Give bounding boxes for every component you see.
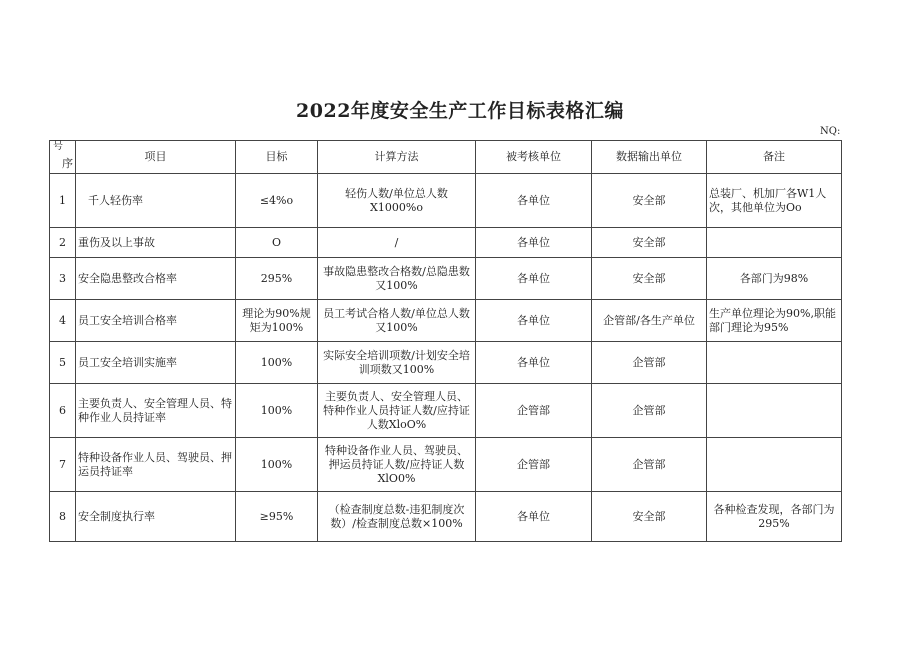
row-output: 企管部 — [592, 342, 707, 384]
table-row — [50, 342, 842, 384]
row-method: 员工考试合格人数/单位总人数又100% — [318, 300, 476, 342]
row-assessed: 各单位 — [476, 228, 592, 258]
row-assessed: 各单位 — [476, 492, 592, 542]
row-remark — [707, 384, 842, 438]
table-row — [50, 228, 842, 258]
table-row — [50, 258, 842, 300]
row-target: 295% — [236, 258, 318, 300]
row-no: 5 — [50, 342, 76, 384]
row-method: 实际安全培训项数/计划安全培训项数又100% — [318, 342, 476, 384]
header-item: 项目 — [76, 141, 236, 174]
row-output: 安全部 — [592, 228, 707, 258]
row-assessed: 企管部 — [476, 438, 592, 492]
row-output: 安全部 — [592, 492, 707, 542]
row-remark: 总装厂、机加厂各W1人次，其他单位为Oo — [707, 174, 842, 228]
row-target: O — [236, 228, 318, 258]
doc-number-label: NQ: — [820, 126, 841, 137]
row-method: 事故隐患整改合格数/总隐患数又100% — [318, 258, 476, 300]
header-method: 计算方法 — [318, 141, 476, 174]
header-row — [50, 141, 842, 174]
table-row — [50, 300, 842, 342]
row-item: 千人轻伤率 — [76, 174, 236, 228]
header-remark: 备注 — [707, 141, 842, 174]
row-no: 6 — [50, 384, 76, 438]
row-assessed: 企管部 — [476, 384, 592, 438]
row-assessed: 各单位 — [476, 174, 592, 228]
row-remark — [707, 342, 842, 384]
row-output: 企管部/各生产单位 — [592, 300, 707, 342]
row-remark — [707, 438, 842, 492]
row-item: 员工安全培训合格率 — [76, 300, 236, 342]
header-assessed: 被考核单位 — [476, 141, 592, 174]
row-item: 特种设备作业人员、驾驶员、押运员持证率 — [76, 438, 236, 492]
row-target: 理论为90%规矩为100% — [236, 300, 318, 342]
row-item: 安全制度执行率 — [76, 492, 236, 542]
row-target: 100% — [236, 438, 318, 492]
row-target: ≤4%o — [236, 174, 318, 228]
row-item: 主要负责人、安全管理人员、特种作业人员持证率 — [76, 384, 236, 438]
row-target: 100% — [236, 342, 318, 384]
row-remark — [707, 228, 842, 258]
row-target: ≥95% — [236, 492, 318, 542]
row-output: 安全部 — [592, 174, 707, 228]
row-method: （检查制度总数-违犯制度次数）/检查制度总数×100% — [318, 492, 476, 542]
row-no: 3 — [50, 258, 76, 300]
header-target: 目标 — [236, 141, 318, 174]
row-no: 2 — [50, 228, 76, 258]
row-item: 重伤及以上事故 — [76, 228, 236, 258]
row-output: 企管部 — [592, 384, 707, 438]
row-remark: 各部门为98% — [707, 258, 842, 300]
page-title: 2022年度安全生产工作目标表格汇编 — [296, 100, 624, 122]
row-remark: 生产单位理论为90%,职能部门理论为95% — [707, 300, 842, 342]
table-row — [50, 384, 842, 438]
row-output: 安全部 — [592, 258, 707, 300]
row-method: 轻伤人数/单位总人数X1000%o — [318, 174, 476, 228]
row-no: 8 — [50, 492, 76, 542]
row-item: 员工安全培训实施率 — [76, 342, 236, 384]
targets-table — [49, 140, 842, 542]
row-output: 企管部 — [592, 438, 707, 492]
row-assessed: 各单位 — [476, 300, 592, 342]
header-output: 数据输出单位 — [592, 141, 707, 174]
row-remark: 各种检查发现，各部门为295% — [707, 492, 842, 542]
row-method: 主要负责人、安全管理人员、特种作业人员持证人数/应持证人数XloO% — [318, 384, 476, 438]
row-no: 1 — [50, 174, 76, 228]
row-target: 100% — [236, 384, 318, 438]
row-item: 安全隐患整改合格率 — [76, 258, 236, 300]
table-row — [50, 174, 842, 228]
header-seq-top: 号 — [53, 141, 63, 152]
table-row — [50, 438, 842, 492]
row-method: 特种设备作业人员、驾驶员、押运员持证人数/应持证人数XlO0% — [318, 438, 476, 492]
row-assessed: 各单位 — [476, 342, 592, 384]
header-seq — [50, 141, 76, 174]
row-no: 7 — [50, 438, 76, 492]
row-no: 4 — [50, 300, 76, 342]
row-method: / — [318, 228, 476, 258]
table-row — [50, 492, 842, 542]
header-seq-mark: 序 — [62, 157, 73, 170]
row-assessed: 各单位 — [476, 258, 592, 300]
